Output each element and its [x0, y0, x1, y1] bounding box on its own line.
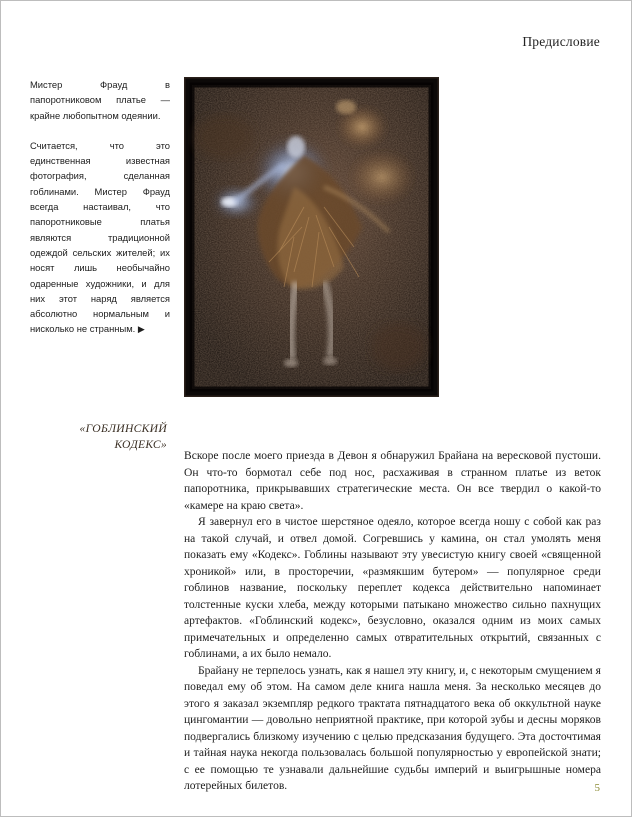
caption-paragraph-1: Мистер Фрауд в папоротниковом платье — крайне любопытном одеянии. [30, 79, 170, 121]
photograph-illustration [184, 77, 439, 397]
section-title [37, 421, 167, 453]
caption-paragraph-2 [30, 138, 170, 338]
main-text [184, 448, 601, 795]
running-title: Предисловие [522, 34, 600, 49]
section-title-line-1: «ГОБЛИНСКИЙ [79, 422, 167, 435]
body-paragraph-1: Вскоре после моего приезда в Девон я обнаружил Брайана на вересковой пустоши. Он что-то бормотал себе под нос, расхаживая в странном платье из веток папоротника, прикрывавших стратегические места. Он все твердил о какой-то «камере на краю света». [184, 450, 601, 512]
page-number: 5 [594, 782, 600, 794]
photo-caption [30, 77, 170, 338]
continue-arrow-icon: ▶ [137, 324, 145, 335]
section-title-line-2: КОДЕКС» [114, 438, 167, 451]
body-paragraph-3: Брайану не терпелось узнать, как я нашел эту книгу, и, с некоторым смущением я поведал ему об этом. На самом деле книга нашла меня. За несколько месяцев до этого я заказал экземпляр редкого трактата пятнадцатого века об оккультной науке цингомантии — довольно неприятной практике, при которой зубы и десны моряков подвергались близкому изучению с целью предсказания будущего. Эта досточтимая и тайная наука некогда пользовалась большой популярностью у европейской знати; с ее помощью те узнавали дальнейшие судьбы империй и выигрышные номера лотерейных билетов. [184, 664, 601, 792]
caption-paragraph-2-text: Считается, что это единственная известная фотография, сделанная гоблинами. Мистер Фрауд всегда настаивал, что папоротниковые платья являются традиционной одеждой сельских жителей; их носят лишь необычайно одаренные художники, и для них этот наряд является абсолютно нормальным и нисколько не странным. [30, 139, 170, 335]
body-paragraph-2: Я завернул его в чистое шерстяное одеяло, которое всегда ношу с собой как раз на такой случай, и отвел домой. Согревшись у камина, он стал умолять меня показать ему «Кодекс». Гоблины называют эту увесистую книгу своей «священной хроникой» или, в просторечии, «размякшим бутером» — популярное среди гоблинов название, поскольку переплет кодекса действительно напоминает толстенные куски хлеба, между которыми патыкано множество сильно пахнущих артефактов. «Гоблинский кодекс», безусловно, оказался одним из моих самых примечательных и определенно самых отвратительных открытий, связанных с гоблинами, а их было немало. [184, 516, 601, 660]
goblin-photograph [184, 77, 439, 397]
